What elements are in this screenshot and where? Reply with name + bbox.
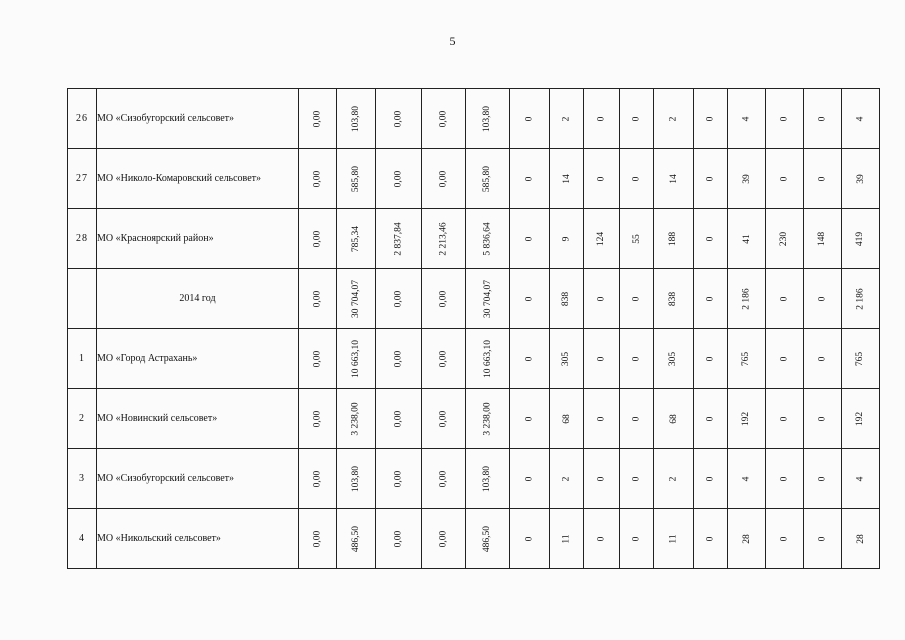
value-cell bbox=[654, 209, 694, 269]
value-text: 0,00 bbox=[312, 530, 323, 548]
value-cell bbox=[510, 89, 550, 149]
value-text: 0 bbox=[524, 416, 535, 422]
value-cell bbox=[422, 449, 466, 509]
value-cell bbox=[376, 449, 422, 509]
value-cell bbox=[550, 209, 584, 269]
value-text: 148 bbox=[817, 231, 828, 247]
value-cell bbox=[550, 149, 584, 209]
value-cell bbox=[466, 509, 510, 569]
value-text: 39 bbox=[855, 174, 866, 184]
value-cell bbox=[804, 269, 842, 329]
value-cell bbox=[584, 269, 620, 329]
value-cell bbox=[620, 509, 654, 569]
value-cell bbox=[376, 509, 422, 569]
value-text: 30 704,07 bbox=[482, 280, 493, 318]
value-text: 0,00 bbox=[312, 470, 323, 488]
value-cell bbox=[337, 389, 376, 449]
municipality-name: МО «Новинский сельсовет» bbox=[97, 389, 299, 449]
value-cell bbox=[466, 209, 510, 269]
value-text: 305 bbox=[561, 351, 572, 367]
row-number bbox=[68, 269, 97, 329]
value-text: 39 bbox=[741, 174, 752, 184]
value-cell bbox=[337, 149, 376, 209]
value-text: 0 bbox=[596, 116, 607, 122]
value-cell bbox=[620, 209, 654, 269]
value-text: 0,00 bbox=[393, 410, 404, 428]
value-cell bbox=[466, 149, 510, 209]
table-row bbox=[68, 89, 880, 149]
value-cell bbox=[766, 149, 804, 209]
value-cell bbox=[466, 329, 510, 389]
value-text: 785,34 bbox=[351, 225, 361, 253]
value-cell bbox=[299, 449, 337, 509]
value-cell bbox=[550, 89, 584, 149]
value-cell bbox=[842, 449, 880, 509]
value-text: 4 bbox=[855, 116, 866, 122]
value-text: 4 bbox=[741, 116, 752, 122]
value-cell bbox=[654, 389, 694, 449]
value-text: 486,50 bbox=[351, 525, 361, 553]
value-cell bbox=[299, 149, 337, 209]
table-row bbox=[68, 449, 880, 509]
value-text: 0 bbox=[705, 116, 716, 122]
value-text: 0 bbox=[817, 176, 828, 182]
value-text: 0 bbox=[524, 296, 535, 302]
value-cell bbox=[694, 209, 728, 269]
value-cell bbox=[584, 449, 620, 509]
value-text: 28 bbox=[741, 534, 752, 544]
value-text: 0 bbox=[779, 176, 790, 182]
value-text: 2 bbox=[668, 116, 679, 122]
value-text: 14 bbox=[561, 174, 572, 184]
value-text: 10 663,10 bbox=[351, 340, 361, 378]
value-cell bbox=[550, 389, 584, 449]
value-text: 0 bbox=[779, 476, 790, 482]
value-cell bbox=[654, 329, 694, 389]
value-cell bbox=[842, 209, 880, 269]
value-text: 0 bbox=[596, 536, 607, 542]
value-text: 11 bbox=[668, 534, 679, 544]
value-cell bbox=[337, 209, 376, 269]
value-cell bbox=[804, 89, 842, 149]
municipality-name: МО «Красноярский район» bbox=[97, 209, 299, 269]
value-cell bbox=[694, 149, 728, 209]
value-text: 0,00 bbox=[438, 110, 449, 128]
value-text: 0 bbox=[779, 296, 790, 302]
value-text: 10 663,10 bbox=[482, 340, 493, 378]
value-text: 0,00 bbox=[438, 410, 449, 428]
value-text: 0,00 bbox=[438, 170, 449, 188]
value-text: 0 bbox=[524, 476, 535, 482]
value-text: 305 bbox=[668, 351, 679, 367]
value-cell bbox=[422, 509, 466, 569]
value-cell bbox=[584, 89, 620, 149]
table-row bbox=[68, 209, 880, 269]
value-cell bbox=[804, 149, 842, 209]
value-cell bbox=[620, 149, 654, 209]
value-text: 3 238,00 bbox=[482, 402, 493, 436]
value-cell bbox=[466, 269, 510, 329]
value-cell bbox=[376, 389, 422, 449]
value-text: 0 bbox=[631, 116, 642, 122]
value-cell bbox=[766, 209, 804, 269]
value-cell bbox=[694, 509, 728, 569]
value-text: 0,00 bbox=[312, 410, 323, 428]
value-text: 0 bbox=[817, 536, 828, 542]
value-text: 14 bbox=[668, 174, 679, 184]
value-text: 103,80 bbox=[351, 465, 361, 493]
value-text: 124 bbox=[596, 231, 607, 247]
value-cell bbox=[728, 509, 766, 569]
value-text: 68 bbox=[561, 414, 572, 424]
value-cell bbox=[804, 209, 842, 269]
value-cell bbox=[766, 509, 804, 569]
value-cell bbox=[694, 269, 728, 329]
value-cell bbox=[766, 269, 804, 329]
value-text: 0,00 bbox=[393, 170, 404, 188]
value-text: 28 bbox=[855, 534, 866, 544]
row-number: 28 bbox=[68, 209, 97, 269]
value-text: 2 186 bbox=[741, 288, 752, 310]
value-text: 0 bbox=[705, 536, 716, 542]
value-cell bbox=[654, 149, 694, 209]
value-text: 0 bbox=[596, 356, 607, 362]
value-text: 0 bbox=[779, 356, 790, 362]
value-text: 5 836,64 bbox=[482, 222, 493, 256]
value-cell bbox=[422, 209, 466, 269]
value-text: 0 bbox=[596, 416, 607, 422]
value-cell bbox=[584, 389, 620, 449]
value-text: 0 bbox=[631, 296, 642, 302]
value-cell bbox=[584, 209, 620, 269]
value-text: 0 bbox=[817, 416, 828, 422]
value-cell bbox=[337, 269, 376, 329]
table-row bbox=[68, 269, 880, 329]
value-text: 103,80 bbox=[482, 105, 493, 133]
value-text: 2 bbox=[668, 476, 679, 482]
value-text: 0 bbox=[631, 176, 642, 182]
value-cell bbox=[728, 149, 766, 209]
value-text: 41 bbox=[741, 234, 752, 244]
value-text: 192 bbox=[855, 411, 866, 427]
value-cell bbox=[584, 329, 620, 389]
value-text: 0,00 bbox=[312, 110, 323, 128]
value-text: 230 bbox=[779, 231, 790, 247]
value-text: 4 bbox=[855, 476, 866, 482]
value-cell bbox=[510, 509, 550, 569]
value-text: 4 bbox=[741, 476, 752, 482]
value-text: 0 bbox=[524, 176, 535, 182]
value-text: 0 bbox=[631, 476, 642, 482]
value-text: 0,00 bbox=[393, 290, 404, 308]
value-text: 68 bbox=[668, 414, 679, 424]
value-text: 0 bbox=[631, 416, 642, 422]
value-cell bbox=[299, 509, 337, 569]
row-number: 4 bbox=[68, 509, 97, 569]
value-text: 0,00 bbox=[438, 530, 449, 548]
value-cell bbox=[842, 89, 880, 149]
value-cell bbox=[804, 329, 842, 389]
value-cell bbox=[694, 329, 728, 389]
value-cell bbox=[510, 269, 550, 329]
value-cell bbox=[376, 209, 422, 269]
value-cell bbox=[510, 209, 550, 269]
value-cell bbox=[766, 389, 804, 449]
value-text: 0 bbox=[596, 296, 607, 302]
value-text: 0,00 bbox=[393, 470, 404, 488]
value-text: 55 bbox=[631, 234, 642, 244]
value-cell bbox=[842, 269, 880, 329]
value-cell bbox=[766, 449, 804, 509]
value-text: 0 bbox=[817, 116, 828, 122]
value-text: 0,00 bbox=[438, 470, 449, 488]
value-cell bbox=[620, 89, 654, 149]
value-text: 2 837,84 bbox=[393, 222, 404, 256]
value-cell bbox=[337, 449, 376, 509]
value-text: 765 bbox=[855, 351, 866, 367]
municipality-name: МО «Сизобугорский сельсовет» bbox=[97, 449, 299, 509]
value-text: 0 bbox=[817, 296, 828, 302]
value-text: 11 bbox=[561, 534, 572, 544]
value-text: 419 bbox=[855, 231, 866, 247]
value-cell bbox=[804, 449, 842, 509]
value-text: 2 186 bbox=[855, 288, 866, 310]
value-cell bbox=[584, 509, 620, 569]
value-text: 0,00 bbox=[438, 350, 449, 368]
value-cell bbox=[584, 149, 620, 209]
value-text: 0 bbox=[705, 236, 716, 242]
page-number: 5 bbox=[449, 34, 456, 48]
value-cell bbox=[510, 389, 550, 449]
municipality-name: МО «Николо-Комаровский сельсовет» bbox=[97, 149, 299, 209]
value-cell bbox=[766, 89, 804, 149]
value-cell bbox=[510, 329, 550, 389]
value-text: 838 bbox=[668, 291, 679, 307]
value-text: 0 bbox=[524, 116, 535, 122]
value-text: 0,00 bbox=[393, 350, 404, 368]
value-text: 192 bbox=[741, 411, 752, 427]
value-cell bbox=[376, 329, 422, 389]
value-cell bbox=[550, 509, 584, 569]
value-text: 0,00 bbox=[312, 230, 323, 248]
value-cell bbox=[620, 389, 654, 449]
value-cell bbox=[654, 269, 694, 329]
row-number: 1 bbox=[68, 329, 97, 389]
value-cell bbox=[550, 329, 584, 389]
value-text: 0 bbox=[631, 536, 642, 542]
value-text: 0 bbox=[705, 176, 716, 182]
row-number: 26 bbox=[68, 89, 97, 149]
value-cell bbox=[337, 509, 376, 569]
value-text: 2 bbox=[561, 476, 572, 482]
value-cell bbox=[694, 389, 728, 449]
value-cell bbox=[299, 89, 337, 149]
value-cell bbox=[654, 89, 694, 149]
municipality-name: МО «Город Астрахань» bbox=[97, 329, 299, 389]
table-row bbox=[68, 149, 880, 209]
value-text: 30 704,07 bbox=[351, 280, 361, 318]
value-text: 0 bbox=[817, 476, 828, 482]
value-text: 2 213,46 bbox=[438, 222, 449, 256]
value-cell bbox=[804, 509, 842, 569]
value-cell bbox=[728, 209, 766, 269]
value-cell bbox=[299, 389, 337, 449]
value-cell bbox=[422, 329, 466, 389]
value-text: 0 bbox=[705, 476, 716, 482]
value-text: 0 bbox=[779, 536, 790, 542]
value-cell bbox=[510, 449, 550, 509]
value-text: 188 bbox=[668, 231, 679, 247]
value-cell bbox=[842, 389, 880, 449]
value-text: 0 bbox=[524, 356, 535, 362]
value-text: 3 238,00 bbox=[351, 402, 361, 436]
value-text: 0,00 bbox=[438, 290, 449, 308]
value-cell bbox=[299, 269, 337, 329]
value-cell bbox=[466, 449, 510, 509]
value-cell bbox=[620, 329, 654, 389]
value-text: 0,00 bbox=[312, 290, 323, 308]
value-cell bbox=[842, 509, 880, 569]
value-text: 0,00 bbox=[393, 530, 404, 548]
value-cell bbox=[620, 269, 654, 329]
value-text: 0 bbox=[524, 536, 535, 542]
municipality-name: МО «Сизобугорский сельсовет» bbox=[97, 89, 299, 149]
value-cell bbox=[654, 449, 694, 509]
value-cell bbox=[422, 269, 466, 329]
row-number: 2 bbox=[68, 389, 97, 449]
table-row bbox=[68, 329, 880, 389]
value-cell bbox=[654, 509, 694, 569]
value-cell bbox=[376, 89, 422, 149]
value-cell bbox=[337, 89, 376, 149]
value-cell bbox=[804, 389, 842, 449]
value-cell bbox=[766, 329, 804, 389]
value-cell bbox=[376, 149, 422, 209]
value-cell bbox=[728, 449, 766, 509]
value-text: 0 bbox=[524, 236, 535, 242]
value-text: 103,80 bbox=[351, 105, 361, 133]
value-cell bbox=[299, 329, 337, 389]
value-cell bbox=[550, 449, 584, 509]
value-text: 0 bbox=[596, 176, 607, 182]
value-text: 0,00 bbox=[312, 350, 323, 368]
value-cell bbox=[550, 269, 584, 329]
value-cell bbox=[422, 389, 466, 449]
value-cell bbox=[728, 269, 766, 329]
value-cell bbox=[842, 329, 880, 389]
value-cell bbox=[694, 89, 728, 149]
value-text: 0 bbox=[779, 116, 790, 122]
value-text: 0 bbox=[779, 416, 790, 422]
year-subtotal-label: 2014 год bbox=[97, 269, 299, 329]
value-cell bbox=[466, 389, 510, 449]
value-text: 9 bbox=[561, 236, 572, 242]
value-cell bbox=[620, 449, 654, 509]
value-cell bbox=[728, 389, 766, 449]
value-text: 838 bbox=[561, 291, 572, 307]
value-cell bbox=[694, 449, 728, 509]
value-text: 486,50 bbox=[482, 525, 493, 553]
value-cell bbox=[376, 269, 422, 329]
row-number: 27 bbox=[68, 149, 97, 209]
value-cell bbox=[337, 329, 376, 389]
value-cell bbox=[422, 149, 466, 209]
value-cell bbox=[299, 209, 337, 269]
value-text: 103,80 bbox=[482, 465, 493, 493]
row-number: 3 bbox=[68, 449, 97, 509]
value-text: 2 bbox=[561, 116, 572, 122]
value-text: 0 bbox=[705, 296, 716, 302]
table-row bbox=[68, 389, 880, 449]
table-row bbox=[68, 509, 880, 569]
value-cell bbox=[842, 149, 880, 209]
value-text: 0 bbox=[596, 476, 607, 482]
municipality-name: МО «Никольский сельсовет» bbox=[97, 509, 299, 569]
value-cell bbox=[728, 329, 766, 389]
value-text: 0 bbox=[631, 356, 642, 362]
value-text: 765 bbox=[741, 351, 752, 367]
value-text: 0 bbox=[705, 356, 716, 362]
value-text: 0 bbox=[705, 416, 716, 422]
value-text: 0 bbox=[817, 356, 828, 362]
value-text: 0,00 bbox=[393, 110, 404, 128]
value-text: 0,00 bbox=[312, 170, 323, 188]
value-cell bbox=[422, 89, 466, 149]
value-cell bbox=[466, 89, 510, 149]
data-table bbox=[67, 88, 880, 569]
value-cell bbox=[728, 89, 766, 149]
value-cell bbox=[510, 149, 550, 209]
value-text: 585,80 bbox=[482, 165, 493, 193]
value-text: 585,80 bbox=[351, 165, 361, 193]
